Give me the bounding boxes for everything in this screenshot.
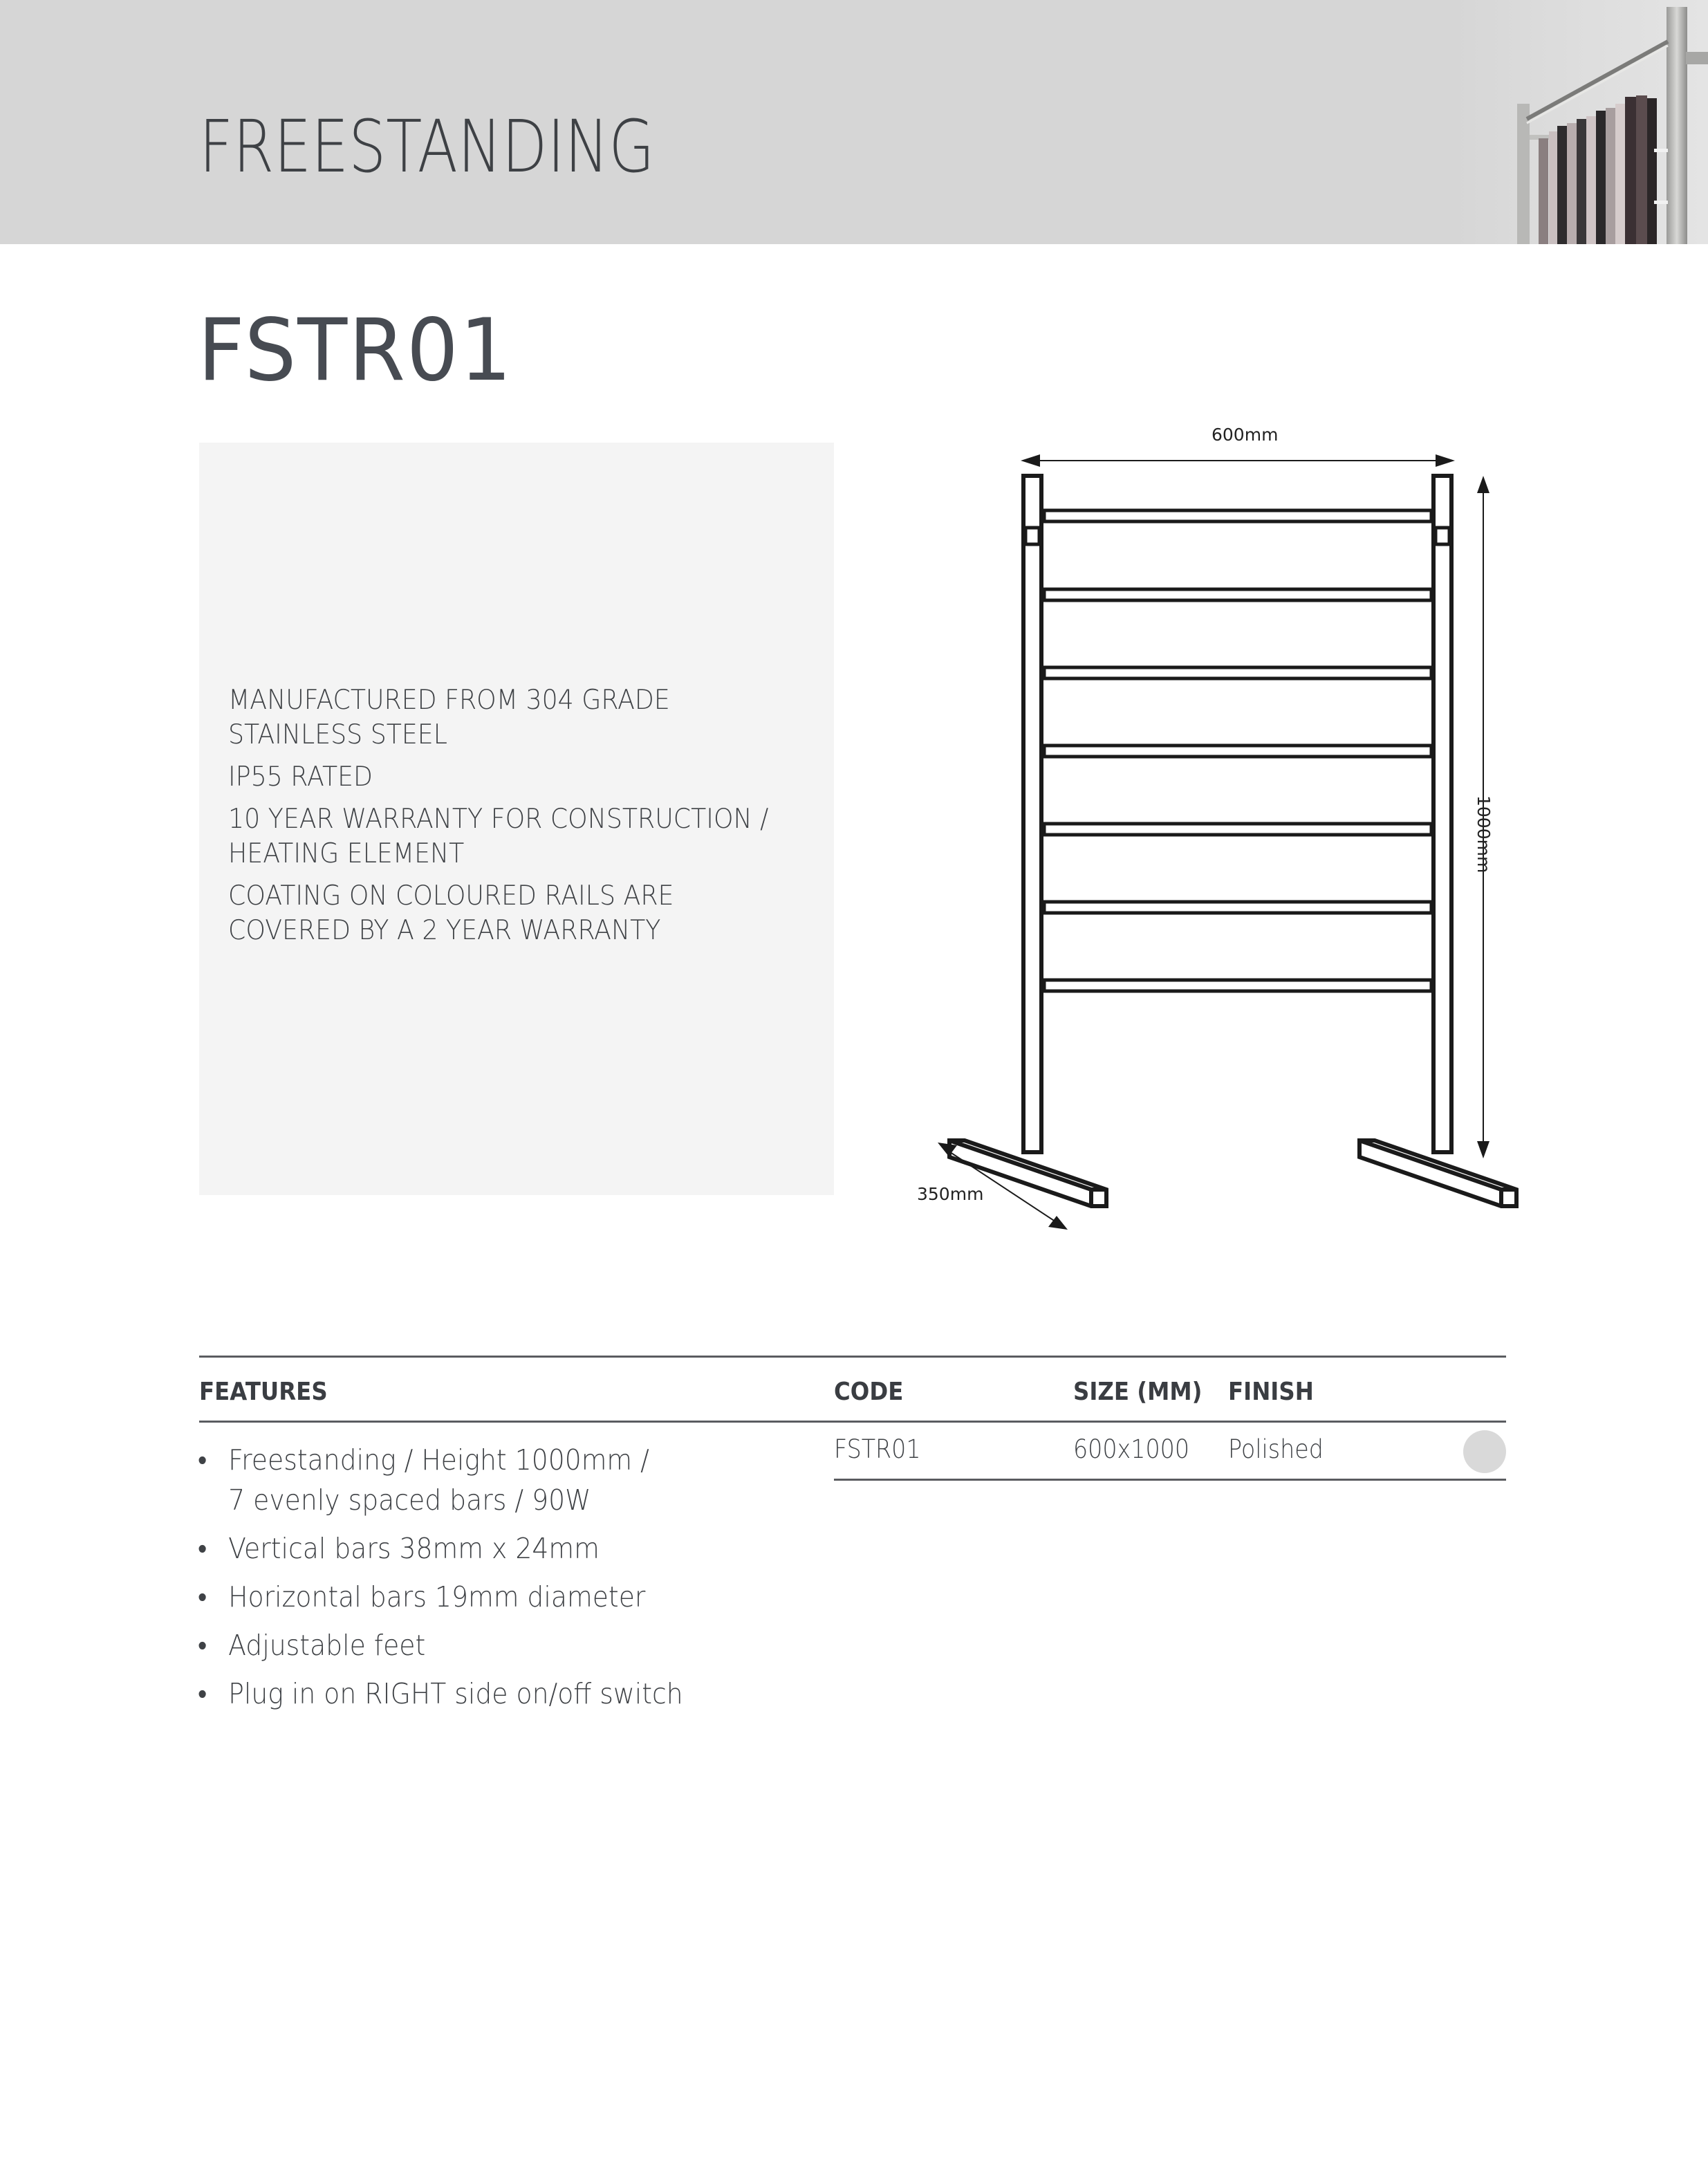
towel-rail-photo-icon	[1452, 0, 1708, 244]
bullet-icon: •	[198, 1580, 207, 1614]
towel-rail-diagram-icon	[899, 415, 1556, 1245]
category-banner	[0, 0, 1708, 244]
spec-list	[228, 683, 823, 956]
features-list	[198, 1440, 889, 1722]
spec-item-material: MANUFACTURED FROM 304 GRADE STAINLESS STEEL	[228, 685, 670, 750]
product-code-cell: FSTR01	[834, 1434, 921, 1464]
depth-dimension-label: 350mm	[917, 1184, 984, 1204]
spec-item-warranty: 10 YEAR WARRANTY FOR CONSTRUCTION / HEATING ELEMENT	[228, 804, 769, 869]
feature-item: • Plug in on RIGHT side on/off switch	[198, 1674, 916, 1714]
spec-item-coating-warranty: COATING ON COLOURED RAILS ARE COVERED BY A 2 YEAR WARRANTY	[228, 880, 674, 946]
product-code-title: FSTR01	[198, 301, 513, 400]
features-header: FEATURES	[199, 1378, 328, 1406]
table-row-rule	[834, 1479, 1506, 1481]
height-dimension-label: 1000mm	[1474, 795, 1494, 873]
bullet-icon: •	[198, 1532, 207, 1565]
finish-swatch	[1463, 1430, 1506, 1473]
category-title: FREESTANDING	[199, 104, 655, 189]
finish-header: FINISH	[1228, 1378, 1314, 1406]
bullet-icon: •	[198, 1443, 207, 1477]
spec-item-ip-rating: IP55 RATED	[228, 761, 373, 793]
product-photo	[1452, 0, 1708, 244]
table-header-rule	[199, 1421, 1506, 1423]
finish-cell: Polished	[1228, 1434, 1324, 1464]
width-dimension-label: 600mm	[1212, 425, 1279, 445]
feature-item: • Freestanding / Height 1000mm / 7 evenly spaced bars / 90W	[198, 1440, 916, 1520]
feature-item: • Adjustable feet	[198, 1625, 916, 1665]
bullet-icon: •	[198, 1629, 207, 1662]
feature-item: • Vertical bars 38mm x 24mm	[198, 1528, 916, 1569]
size-header: SIZE (MM)	[1073, 1378, 1203, 1406]
bullet-icon: •	[198, 1677, 207, 1710]
size-cell: 600x1000	[1073, 1434, 1190, 1464]
table-top-rule	[199, 1356, 1506, 1358]
feature-item: • Horizontal bars 19mm diameter	[198, 1577, 916, 1617]
code-header: CODE	[834, 1378, 904, 1406]
